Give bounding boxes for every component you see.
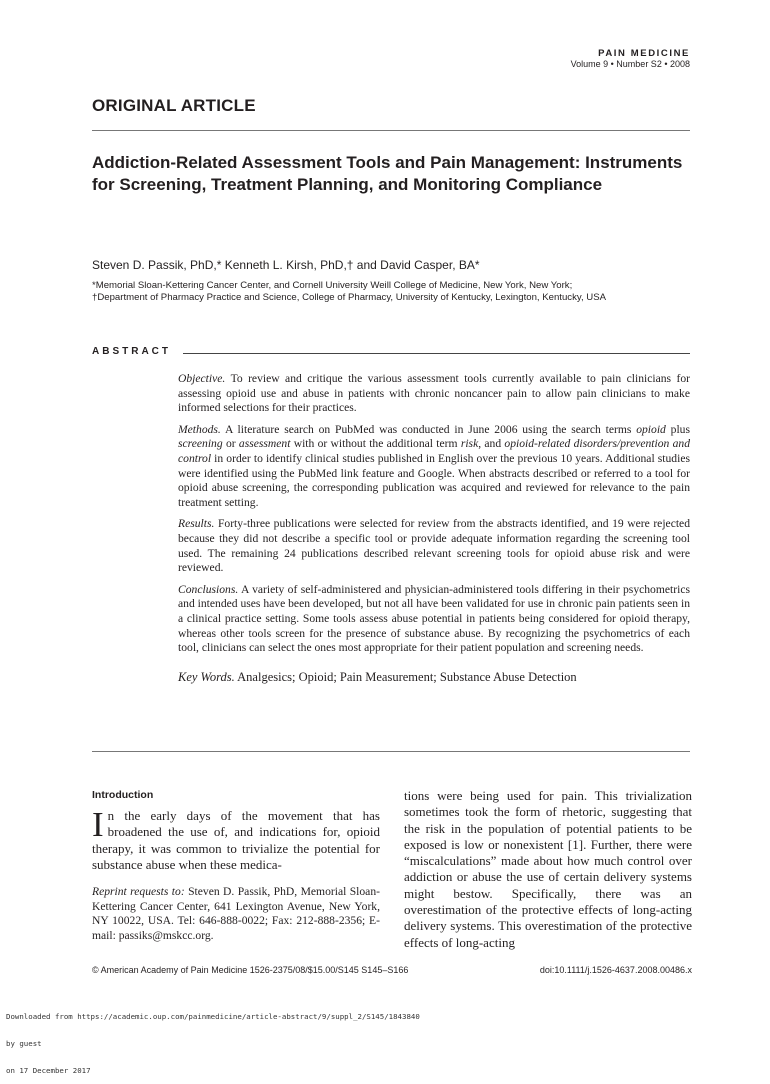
- author-list: Steven D. Passik, PhD,* Kenneth L. Kirsh, PhD,† and David Casper, BA*: [92, 258, 480, 272]
- reprint-text: Steven D. Passik, PhD, Memorial Sloan-Kettering Cancer Center, 641 Lexington Avenue, New York, NY 10022, USA. Tel: 646-888-0022; Fax: 212-888-2356; E-mail: passiks@mskcc.org.: [92, 885, 380, 942]
- methods-text: A literature search on PubMed was conducted in June 2006 using the search terms: [225, 422, 632, 436]
- drop-cap: I: [92, 805, 104, 844]
- results-text: Forty-three publications were selected for review from the abstracts identified, and 19 were rejected because they did not describe a specific tool or provide adequate information regarding the screening tool used. The remaining 24 publications described relevant screening tools for opioid abuse risk and were reviewed.: [178, 517, 690, 575]
- conclusions-label: Conclusions.: [178, 582, 239, 596]
- objective-label: Objective.: [178, 372, 226, 385]
- methods-text: or: [225, 437, 236, 451]
- journal-header: [571, 49, 690, 70]
- search-term: screening: [178, 437, 223, 451]
- abstract-objective: [178, 372, 690, 416]
- search-term: risk: [460, 437, 479, 451]
- abstract-rule: [183, 353, 690, 354]
- doi-footer: doi:10.1111/j.1526-4637.2008.00486.x: [539, 965, 692, 975]
- header-rule: [92, 130, 690, 131]
- download-line: on 17 December 2017: [6, 1066, 91, 1075]
- objective-text: To review and critique the various assessment tools currently available to pain clinicians for assessing opioid use and abuse in patients with chronic noncancer pain to allow pain clinicians to make informed selections for their practices.: [178, 372, 690, 415]
- copyright-footer: © American Academy of Pain Medicine 1526-2375/08/$15.00/S145 S145–S166: [92, 965, 409, 975]
- article-type: ORIGINAL ARTICLE: [92, 96, 256, 115]
- abstract-keywords: [178, 670, 690, 685]
- results-label: Results.: [178, 517, 215, 531]
- methods-text: plus: [670, 422, 690, 436]
- methods-label: Methods.: [178, 422, 221, 436]
- section-heading: Introduction: [92, 789, 154, 801]
- abstract-heading: ABSTRACT: [92, 346, 171, 357]
- affiliations: [92, 280, 690, 304]
- search-term: assessment: [238, 437, 291, 451]
- methods-text: , and: [478, 437, 502, 451]
- article-title: Addiction-Related Assessment Tools and Pain Management: Instruments for Screening, Treatment Planning, and Monitoring Compliance: [92, 153, 683, 194]
- abstract-end-rule: [92, 751, 690, 752]
- intro-text: n the early days of the movement that has broadened the use of, and indications for, opioid therapy, it was common to trivialize the potential for substance abuse when these medica-: [92, 808, 380, 872]
- methods-text: with or without the additional term: [293, 437, 458, 451]
- search-term: opioid-related disorders/prevention and control: [178, 437, 691, 465]
- abstract-results: [178, 517, 690, 575]
- intro-left-column: [92, 805, 380, 873]
- reprint-requests: [92, 885, 380, 943]
- journal-name: PAIN MEDICINE: [598, 48, 690, 59]
- affiliation: *Memorial Sloan-Kettering Cancer Center, and Cornell University Weill College of Medicine, New York, New York;: [92, 280, 573, 291]
- download-line: Downloaded from https://academic.oup.com/painmedicine/article-abstract/9/suppl_2/S145/1843840: [6, 1012, 420, 1021]
- download-watermark: [6, 994, 420, 1084]
- keywords-text: Analgesics; Opioid; Pain Measurement; Substance Abuse Detection: [237, 669, 577, 684]
- conclusions-text: A variety of self-administered and physician-administered tools differing in their psychometrics and intended uses have been developed, but not all have been validated for use in chronic pain patients seen in a clinical practice setting. Some tools assess abuse potential in patients being considered for opioid therapy, whereas other tools screen for the presence of substance abuse. By recognizing the psychometrics of each tool, clinicians can select the ones most appropriate for their patient population and screening needs.: [178, 582, 690, 655]
- search-term: opioid: [636, 422, 666, 436]
- reprint-label: Reprint requests to:: [92, 885, 185, 898]
- journal-volume: Volume 9 • Number S2 • 2008: [570, 59, 690, 70]
- abstract-conclusions: [178, 583, 690, 656]
- affiliation: †Department of Pharmacy Practice and Science, College of Pharmacy, University of Kentucky, Lexington, Kentucky, USA: [92, 292, 607, 303]
- abstract-methods: [178, 423, 690, 511]
- intro-right-column: tions were being used for pain. This trivialization sometimes took the form of rhetoric, suggesting that the risk in the population of potential patients to be exposed is low or nonexistent [1]. Further, there were “miscalculations” made about how much control over addiction or abuse the use of certain delivery systems might bestow. Specifically, there was an overestimation of the protective effects of long-acting delivery systems. This overestimation of the protective effects of long-acting: [404, 788, 692, 950]
- download-line: by guest: [6, 1039, 42, 1048]
- keywords-label: Key Words.: [178, 669, 235, 684]
- abstract-body: [178, 372, 690, 691]
- methods-text: in order to identify clinical studies published in English over the previous 10 years. Additional studies were identified using the PubMed link feature and Google. When abstracts described or referred to a tool for opioid abuse screening, the corresponding publication was acquired and reviewed for relevance to the pain treatment setting.: [178, 451, 690, 509]
